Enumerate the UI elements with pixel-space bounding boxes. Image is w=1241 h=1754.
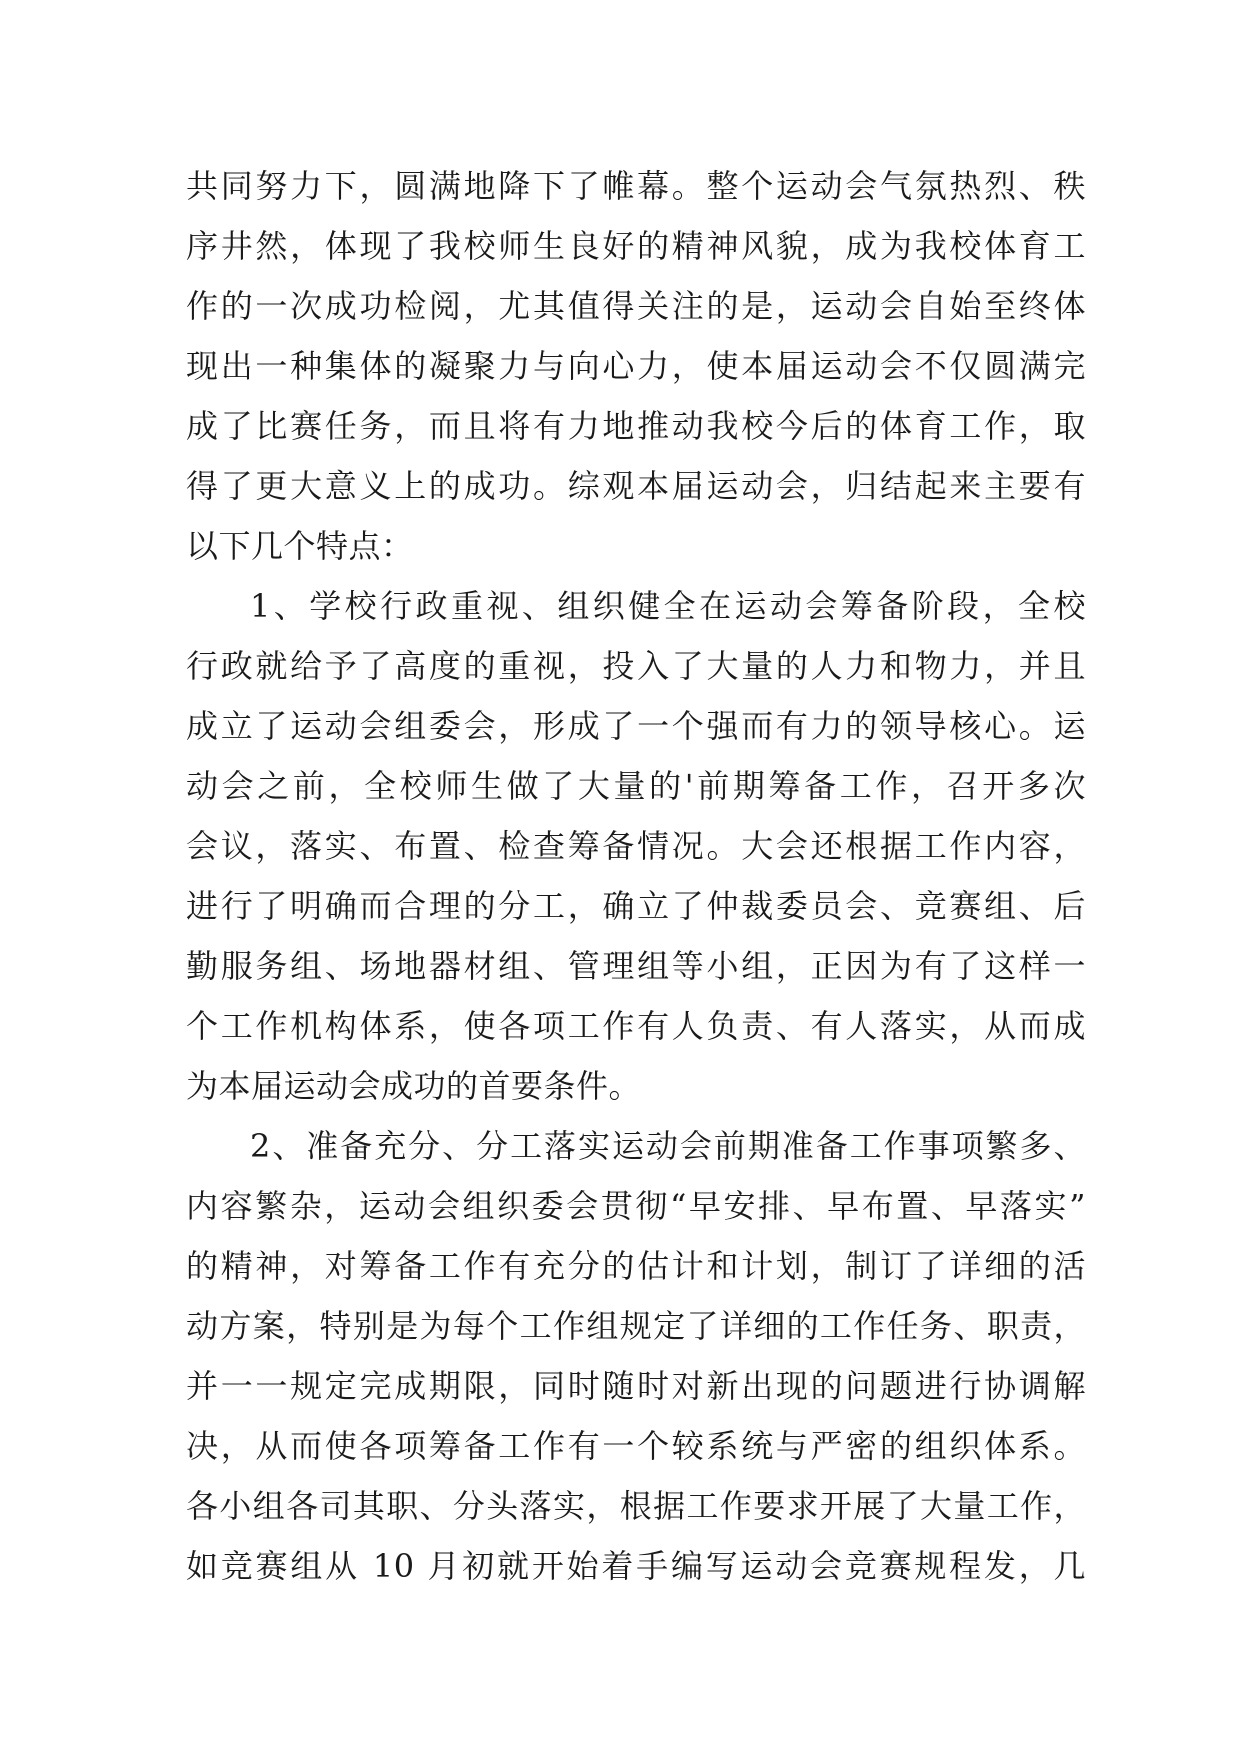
text-line: 成了比赛任务，而且将有力地推动我校今后的体育工作，取 [186, 407, 1086, 445]
text-line: 为本届运动会成功的首要条件。 [186, 1067, 642, 1105]
text-line: 行政就给予了高度的重视，投入了大量的人力和物力，并且 [186, 647, 1086, 685]
text-line: 勤服务组、场地器材组、管理组等小组，正因为有了这样一 [186, 947, 1086, 985]
text-line: 得了更大意义上的成功。综观本届运动会，归结起来主要有 [186, 467, 1086, 505]
text-line: 动方案，特别是为每个工作组规定了详细的工作任务、职责， [186, 1307, 1086, 1345]
text-line: 成立了运动会组委会，形成了一个强而有力的领导核心。运 [186, 707, 1086, 745]
text-line: 现出一种集体的凝聚力与向心力，使本届运动会不仅圆满完 [186, 347, 1086, 385]
text-line: 会议，落实、布置、检查筹备情况。大会还根据工作内容， [186, 827, 1086, 865]
text-line: 动会之前，全校师生做了大量的'前期筹备工作，召开多次 [186, 767, 1086, 805]
text-line: 各小组各司其职、分头落实，根据工作要求开展了大量工作， [186, 1487, 1086, 1525]
paragraph-3 [186, 1116, 1086, 1596]
text-line: 序井然，体现了我校师生良好的精神风貌，成为我校体育工 [186, 227, 1086, 265]
paragraph-2 [186, 576, 1086, 1116]
text-line: 并一一规定完成期限，同时随时对新出现的问题进行协调解 [186, 1367, 1086, 1405]
text-line: 1、学校行政重视、组织健全在运动会筹备阶段，全校 [250, 587, 1086, 625]
paragraph-1 [186, 156, 1086, 576]
text-line: 内容繁杂，运动会组织委会贯彻“早安排、早布置、早落实” [186, 1187, 1086, 1225]
text-line: 如竞赛组从 10 月初就开始着手编写运动会竞赛规程发，几 [186, 1547, 1086, 1585]
text-line: 进行了明确而合理的分工，确立了仲裁委员会、竞赛组、后 [186, 887, 1086, 925]
text-line: 共同努力下，圆满地降下了帷幕。整个运动会气氛热烈、秩 [186, 167, 1086, 205]
text-line: 个工作机构体系，使各项工作有人负责、有人落实，从而成 [186, 1007, 1086, 1045]
text-line: 2、准备充分、分工落实运动会前期准备工作事项繁多、 [250, 1127, 1086, 1165]
body-text [186, 156, 1086, 1596]
text-line: 作的一次成功检阅，尤其值得关注的是，运动会自始至终体 [186, 287, 1086, 325]
text-line: 以下几个特点： [186, 527, 414, 565]
text-line: 的精神，对筹备工作有充分的估计和计划，制订了详细的活 [186, 1247, 1086, 1285]
text-line: 决，从而使各项筹备工作有一个较系统与严密的组织体系。 [186, 1427, 1086, 1465]
